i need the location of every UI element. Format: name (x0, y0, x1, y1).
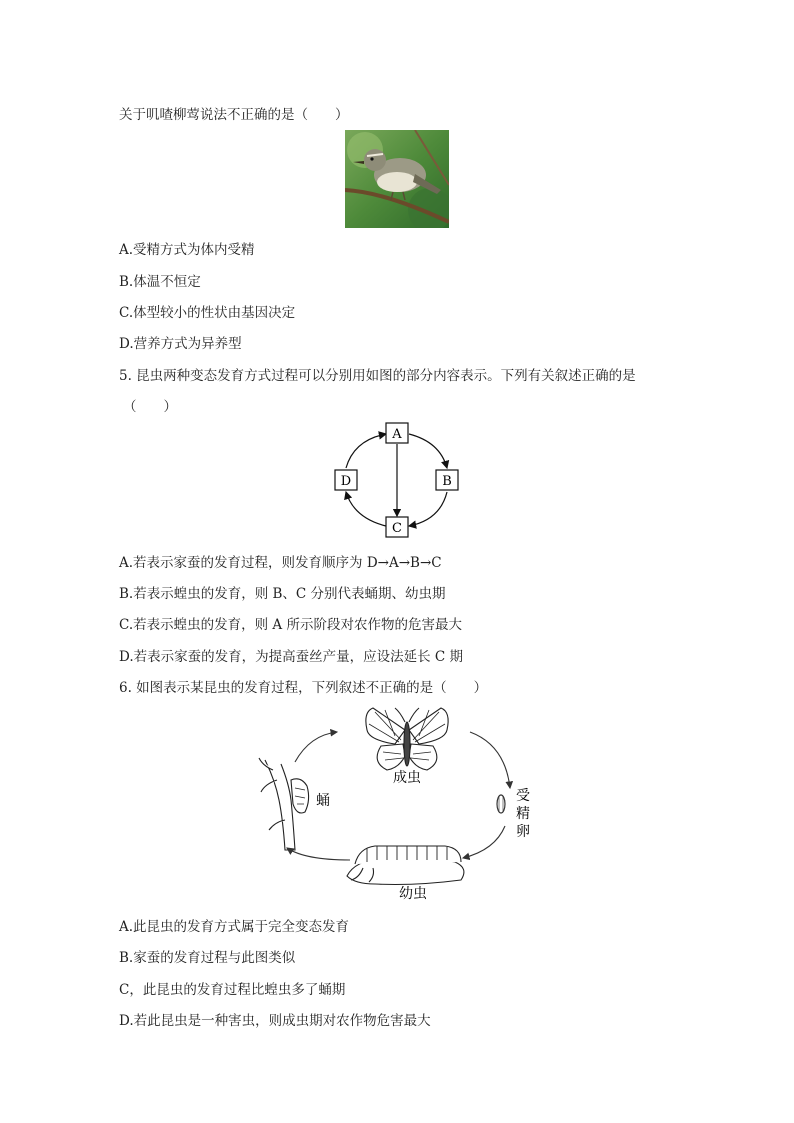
development-cycle-diagram (330, 420, 465, 540)
q5-option-b: B.若表示蝗虫的发育，则 B、C 分别代表蛹期、幼虫期 (119, 586, 446, 602)
butterfly-icon (366, 708, 448, 770)
larva-label: 幼虫 (399, 886, 427, 902)
q5-option-d: D.若表示家蚕的发育，为提高蚕丝产量，应设法延长 C 期 (119, 649, 464, 665)
q4-option-b: B.体温不恒定 (119, 274, 201, 290)
q5-stem-cont: （ ） (123, 399, 177, 415)
q4-option-a: A.受精方式为体内受精 (119, 242, 255, 258)
pupa-label: 蛹 (316, 793, 330, 809)
q5-option-a: A.若表示家蚕的发育过程，则发育顺序为 D→A→B→C (119, 555, 442, 571)
q6-option-b: B.家蚕的发育过程与此图类似 (119, 950, 296, 966)
adult-label: 成虫 (393, 770, 421, 786)
q5-option-c: C.若表示蝗虫的发育，则 A 所示阶段对农作物的危害最大 (119, 617, 462, 633)
q4-option-d: D.营养方式为异养型 (119, 336, 242, 352)
egg-label-2: 精 (516, 806, 530, 822)
egg-icon (497, 795, 505, 813)
q6-option-c: C，此昆虫的发育过程比蝗虫多了蛹期 (119, 982, 346, 998)
egg-label-3: 卵 (516, 824, 530, 840)
node-a-label: A (392, 427, 402, 442)
bird-photo (345, 130, 449, 228)
node-b-label: B (442, 474, 452, 489)
q6-option-a: A.此昆虫的发育方式属于完全变态发育 (119, 919, 350, 935)
q4-option-c: C.体型较小的性状由基因决定 (119, 305, 296, 321)
q4-stem: 关于叽喳柳莺说法不正确的是（ ） (119, 107, 349, 123)
node-c-label: C (392, 521, 402, 536)
node-d-label: D (340, 474, 352, 489)
q6-option-d: D.若此昆虫是一种害虫，则成虫期对农作物危害最大 (119, 1013, 431, 1029)
q5-stem: 5. 昆虫两种变态发育方式过程可以分别用如图的部分内容表示。下列有关叙述正确的是 (119, 368, 636, 384)
metamorphosis-diagram (255, 700, 555, 905)
egg-label-1: 受 (516, 788, 530, 804)
pupa-icon (259, 758, 309, 850)
q6-stem: 6. 如图表示某昆虫的发育过程，下列叙述不正确的是（ ） (119, 680, 488, 696)
caterpillar-icon (347, 846, 464, 885)
